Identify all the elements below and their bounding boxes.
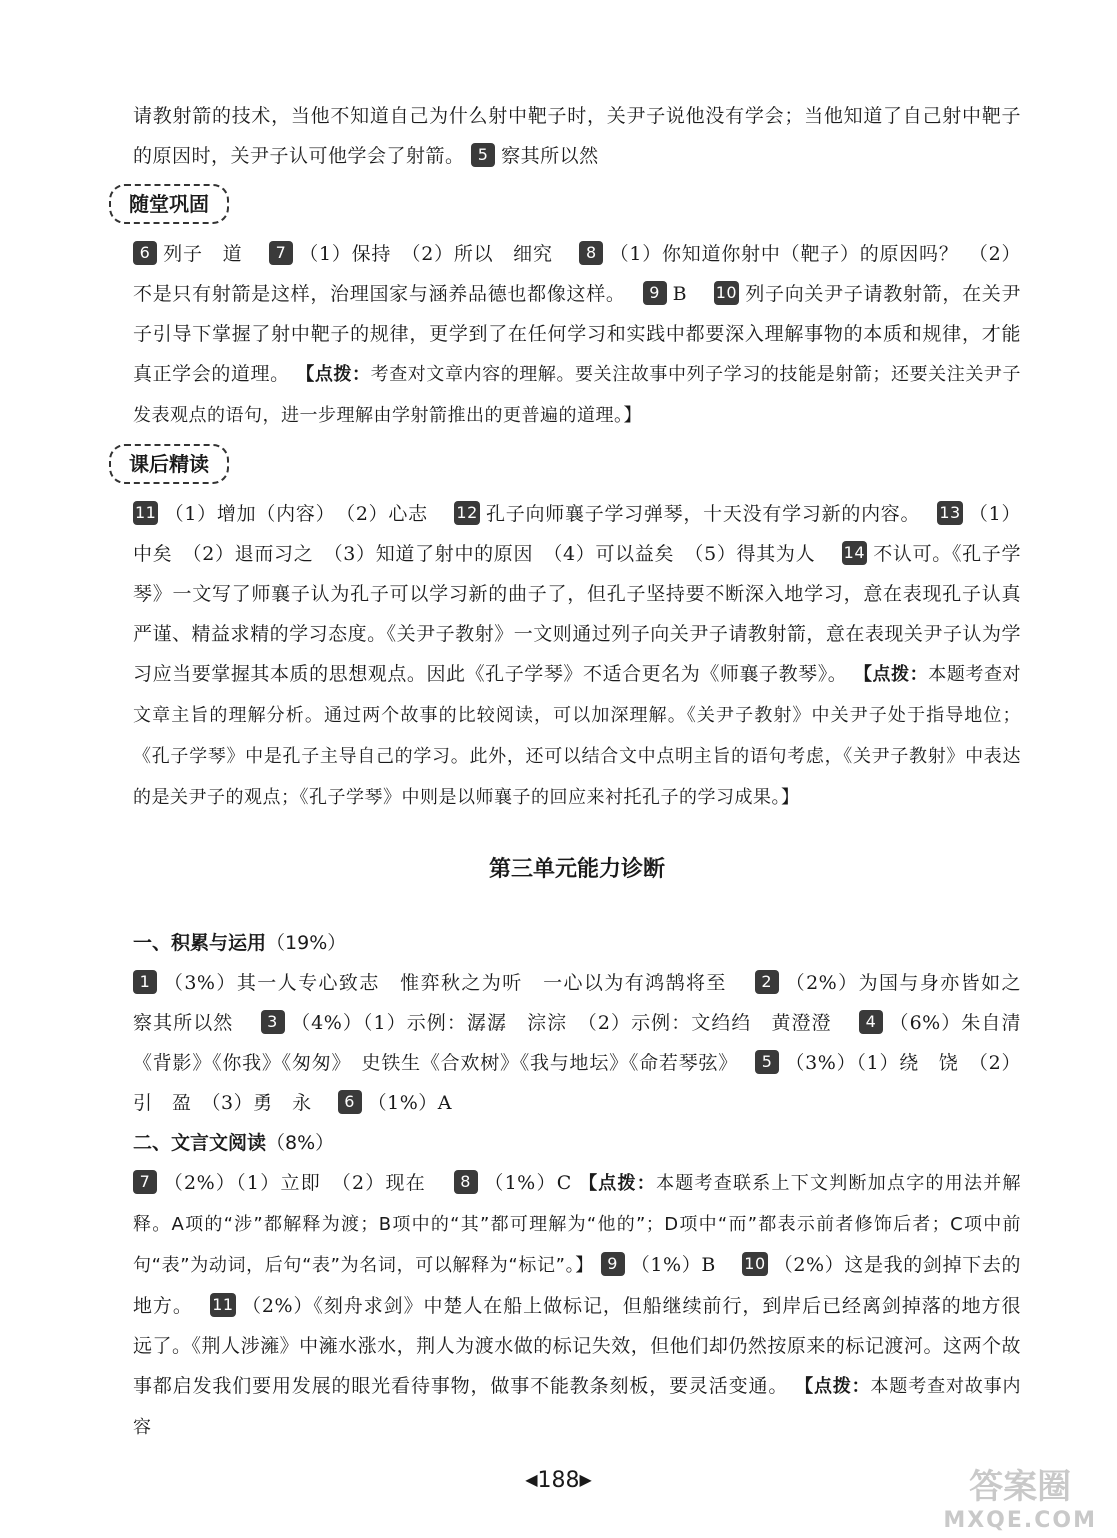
question-number: 2 — [755, 970, 779, 994]
answer-text: （2%）为国与身亦皆如之 察其所以然 — [133, 972, 1041, 1034]
answer-text: 不认可。《孔子学琴》一文写了师襄子认为孔子可以学习新的曲子了，但孔子坚持要不断深入地学习，意在表现孔子认真严谨、精益求精的学习态度。《关尹子教射》一文则通过列子向关尹子请教射箭，意在表现关尹子认为学习应当要掌握其本质的思想观点。因此《孔子学琴》不适合更名为《师襄子教琴》。 — [133, 543, 1021, 685]
question-number: 4 — [859, 1010, 883, 1034]
answer-text: （6%）朱自清《背影》《你我》《匆匆》 史铁生《合欢树》《我与地坛》《命若琴弦》 — [133, 1012, 1021, 1074]
watermark — [943, 1467, 1097, 1538]
answer-text: （2%）《刻舟求剑》中楚人在船上做标记，但船继续前行，到岸后已经离剑掉落的地方很远了。《荆人涉澭》中澭水涨水，荆人为渡水做的标记失效，但他们却仍然按原来的标记渡河。这两个故事都启发我们要用发展的眼光看待事物，做事不能教条刻板，要灵活变通。 — [133, 1295, 1021, 1397]
in-class-answers — [133, 234, 1021, 436]
watermark-logo-text: 答案圈 — [969, 1467, 1072, 1507]
question-number: 13 — [937, 501, 962, 525]
tip-label: 【点拨： — [579, 1173, 657, 1194]
answer-text: （4%）（1）示例：潺潺 淙淙 （2）示例：文绉绉 黄澄澄 — [290, 1012, 832, 1034]
answer-text: （1）中矣 （2）退而习之 （3）知道了射中的原因 （4）可以益矣 （5）得其为人 — [133, 503, 1021, 565]
answer-text: 列子向关尹子请教射箭，在关尹子引导下掌握了射中靶子的规律，更学到了在任何学习和实践中都要深入理解事物的本质和规律，才能真正学会的道理。 — [133, 283, 1021, 385]
question-number: 5 — [471, 143, 495, 167]
part2-answers — [133, 1163, 1021, 1448]
answer-text: （1）增加（内容） （2）心志 — [164, 503, 428, 525]
section-tag-after-class: 课后精读 — [109, 444, 229, 484]
unit-title: 第三单元能力诊断 — [488, 857, 665, 882]
tip-note — [133, 664, 1021, 808]
part-score: （19%） — [266, 932, 347, 954]
answer-text: （3%）其一人专心致志 惟弈秋之为听 一心以为有鸿鹄将至 — [163, 972, 727, 994]
answer-text: （2%）这是我的剑掉下去的地方。 — [133, 1254, 1021, 1317]
question-number: 5 — [755, 1050, 779, 1074]
part-heading — [133, 923, 1021, 963]
question-number: 7 — [133, 1170, 157, 1194]
answer-text: 孔子向师襄子学习弹琴，十天没有学习新的内容。 — [485, 503, 911, 525]
question-number: 8 — [579, 241, 603, 265]
answer-text: （1）保持 （2）所以 细究 — [298, 243, 553, 265]
part-heading — [133, 1123, 1021, 1163]
question-number: 7 — [269, 241, 293, 265]
tip-text: 考查对文章内容的理解。要关注故事中列子学习的技能是射箭；还要关注关尹子发表观点的语句，进一步理解由学射箭推出的更普遍的道理。】 — [133, 364, 1021, 426]
tip-label: 【点拨： — [296, 364, 371, 385]
question-number: 9 — [643, 281, 667, 305]
tip-label: 【点拨： — [795, 1376, 871, 1397]
section-tag-wrapper — [129, 176, 1021, 234]
answer-text: （2%）（1）立即 （2）现在 — [163, 1172, 427, 1194]
part-score: （8%） — [266, 1132, 335, 1154]
answer-text: （1%）C — [483, 1172, 572, 1194]
answer-text: B — [672, 283, 688, 305]
question-number: 3 — [261, 1010, 285, 1034]
section-tag-in-class: 随堂巩固 — [109, 184, 229, 224]
watermark-site-text: MXQE.COM — [943, 1508, 1097, 1533]
part1-answers — [133, 963, 1041, 1123]
question-number: 14 — [842, 541, 867, 565]
intro-text: 请教射箭的技术，当他不知道自己为什么射中靶子时，关尹子说他没有学会；当他知道了自己射中靶子的原因时，关尹子认可他学会了射箭。 — [133, 105, 1021, 167]
answer-text: （1%）B — [630, 1254, 716, 1276]
intro-paragraph — [133, 96, 1021, 176]
tip-text: 本题考查对故事内容 — [133, 1376, 1022, 1438]
question-number: 6 — [133, 241, 157, 265]
question-number: 8 — [454, 1170, 478, 1194]
page-body — [129, 96, 1041, 1448]
question-number: 12 — [454, 501, 479, 525]
question-number: 11 — [210, 1293, 235, 1317]
answer-text: 列子 道 — [163, 243, 243, 265]
triangle-right-icon: ▶ — [579, 1470, 592, 1489]
answer-text: 察其所以然 — [501, 145, 599, 167]
question-number: 6 — [338, 1090, 362, 1114]
section-tag-wrapper — [129, 436, 1021, 494]
question-number: 1 — [133, 970, 157, 994]
tip-label: 【点拨： — [853, 664, 929, 685]
after-class-answers — [133, 494, 1021, 818]
tip-text: 本题考查对文章主旨的理解分析。通过两个故事的比较阅读，可以加深理解。《关尹子教射》中关尹子处于指导地位；《孔子学琴》中是孔子主导自己的学习。此外，还可以结合文中点明主旨的语句考虑，《关尹子教射》中表达的是关尹子的观点；《孔子学琴》中则是以师襄子的回应来衬托孔子的学习成果。】 — [133, 664, 1022, 808]
part-heading-text: 一、积累与运用 — [133, 932, 267, 954]
question-number: 11 — [133, 501, 158, 525]
triangle-left-icon: ◀ — [525, 1470, 538, 1489]
question-number: 9 — [601, 1252, 625, 1276]
answer-text: （1%）A — [367, 1092, 453, 1114]
answer-text: （3%）（1）绕 饶 （2）引 盈 （3）勇 永 — [133, 1052, 1021, 1114]
question-number: 10 — [714, 281, 739, 305]
answer-text: （1）你知道你射中（靶子）的原因吗？ （2）不是只有射箭是这样，治理国家与涵养品德也都像这样。 — [133, 243, 1021, 305]
question-number: 10 — [742, 1252, 767, 1276]
part-heading-text: 二、文言文阅读 — [133, 1132, 267, 1154]
page-number-text: 188 — [537, 1468, 580, 1493]
tip-text: 本题考查联系上下文判断加点字的用法并解释。A项的“涉”都解释为渡；B项中的“其”都可理解为“他的”；D项中“而”都表示前者修饰后者；C项中前句“表”为动词，后句“表”为名词，可以解释为“标记”。】 — [133, 1173, 1022, 1276]
